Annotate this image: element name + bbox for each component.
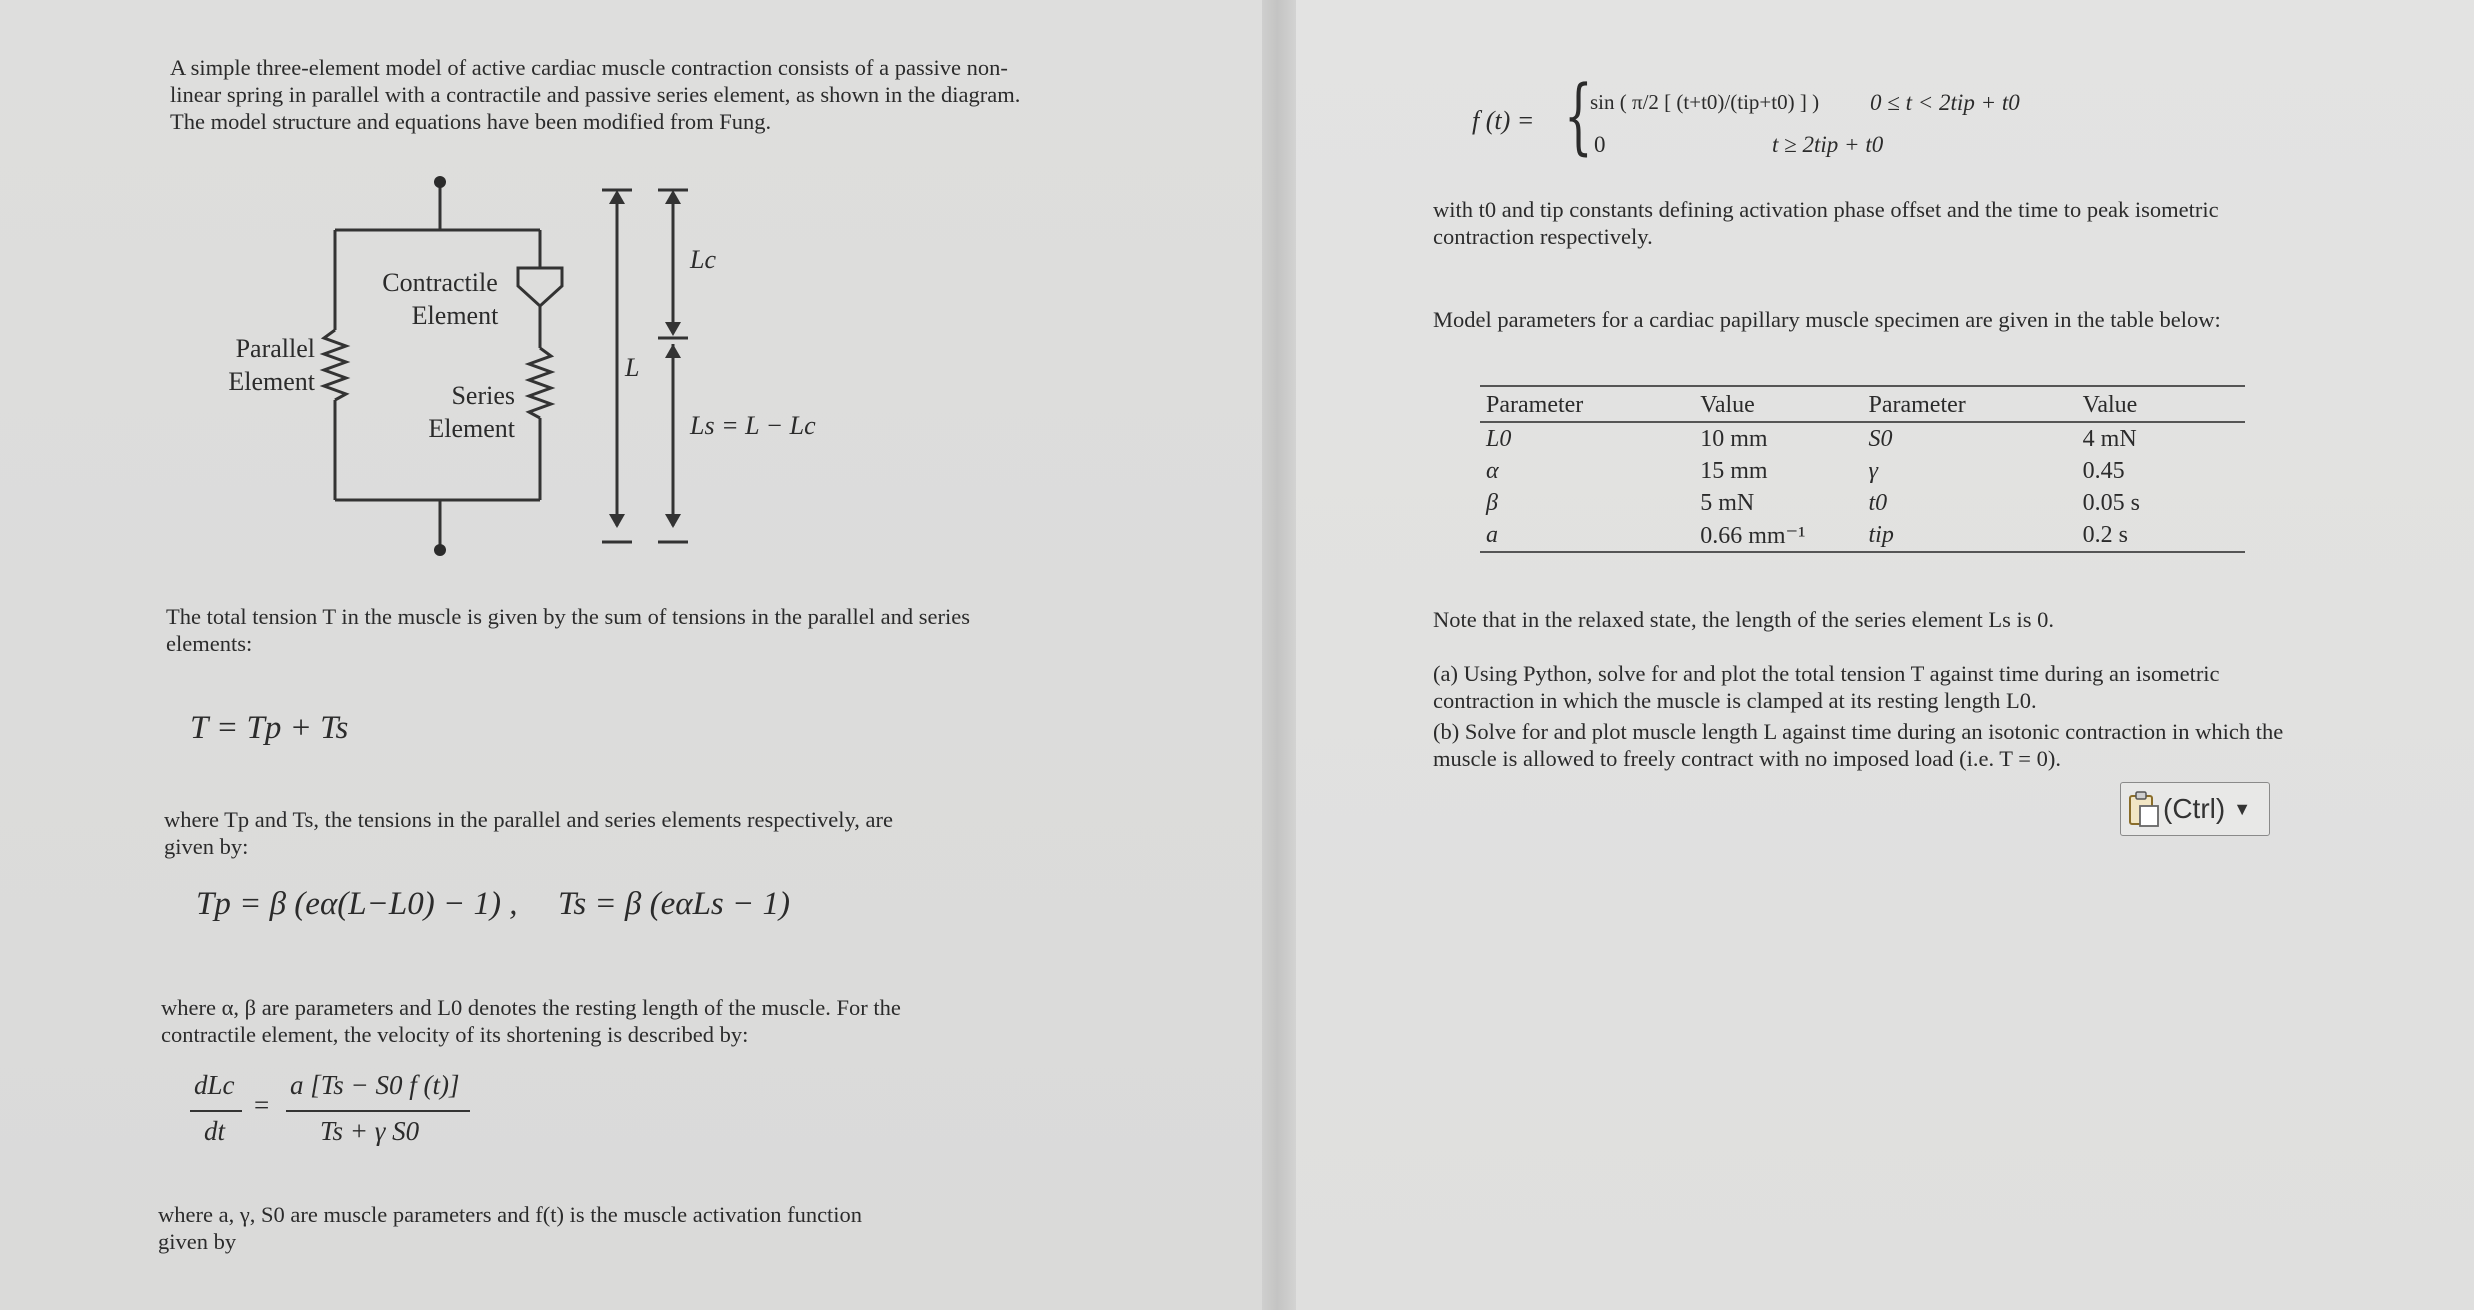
ls-label: Ls = L − Lc: [690, 411, 816, 440]
three-element-diagram: [200, 160, 900, 570]
equation-total-tension: T = Tp + Ts: [190, 710, 349, 746]
velocity-equation: [190, 1070, 490, 1160]
rhs-denominator: Ts + γ S0: [320, 1116, 420, 1146]
relaxed-note: Note that in the relaxed state, the length of the series element Ls is 0.: [1433, 607, 2055, 632]
case-2-expression: 0: [1594, 132, 1606, 157]
header-parameter-1: Parameter: [1480, 386, 1694, 422]
case-2-condition: t ≥ 2tip + t0: [1772, 132, 1884, 157]
case-1-condition: 0 ≤ t < 2tip + t0: [1870, 90, 2020, 115]
top-node: [434, 176, 446, 188]
header-value-1: Value: [1694, 386, 1862, 422]
intro-paragraph: A simple three-element model of active cardiac muscle contraction consists of a passive non- linear spring in parallel with a contractile and passive series element, as shown in the diagram. The model structure and equations have been modified from Fung.: [170, 55, 1021, 134]
lc-label: Lc: [690, 245, 716, 274]
rhs-fraction-bar: [286, 1110, 470, 1112]
constants-paragraph: with t0 and tip constants defining activation phase offset and the time to peak isometric contraction respectively.: [1433, 197, 2219, 249]
series-label-1: Series: [451, 381, 515, 410]
parallel-label-2: Element: [228, 367, 315, 396]
equals-sign: =: [254, 1090, 270, 1120]
case-1-expression: sin ( π/2 [ (t+t0)/(tip+t0) ] ): [1590, 90, 1820, 114]
equation-tp: Tp = β (eα(L−L0) − 1) ,: [196, 886, 518, 922]
parallel-spring: [324, 330, 346, 400]
activation-paragraph: where a, γ, S0 are muscle parameters and f(t) is the muscle activation function given by: [158, 1202, 863, 1254]
contractile-label-1: Contractile: [382, 268, 498, 297]
series-label-2: Element: [428, 414, 515, 443]
page-gutter: [1262, 0, 1296, 1310]
paste-button-label: (Ctrl): [2163, 793, 2226, 824]
parallel-label-1: Parallel: [235, 334, 315, 363]
chevron-down-icon: ▼: [2233, 798, 2252, 819]
cases-brace: {: [1564, 69, 1593, 164]
lhs-denominator: dt: [204, 1116, 226, 1146]
parameters-table: [1480, 385, 2245, 553]
header-parameter-2: Parameter: [1862, 386, 2076, 422]
activation-function-equation: [1472, 69, 2032, 184]
question-a: (a) Using Python, solve for and plot the total tension T against time during an isometric contraction in which the muscle is clamped at its resting length L0.: [1433, 661, 2220, 713]
table-row: β 5 mN t0 0.05 s: [1486, 489, 2141, 516]
table-header-row: [1480, 386, 2245, 422]
clipboard-icon: [2127, 790, 2161, 828]
f-of-t-lhs: f (t) =: [1472, 106, 1535, 135]
lhs-fraction-bar: [190, 1110, 242, 1112]
contractile-element-symbol: [518, 268, 562, 306]
bottom-node: [434, 544, 446, 556]
table-row: a 0.66 mm⁻¹ tip 0.2 s: [1480, 519, 2245, 552]
contractile-label-2: Element: [411, 301, 499, 330]
header-value-2: Value: [2077, 386, 2245, 422]
tensions-paragraph: where Tp and Ts, the tensions in the parallel and series elements respectively, are given by:: [164, 807, 894, 859]
lhs-numerator: dLc: [194, 1070, 235, 1100]
table-intro: Model parameters for a cardiac papillary muscle specimen are given in the table below:: [1433, 307, 2221, 332]
paste-options-button[interactable]: [2120, 782, 2270, 836]
table-row: L0 10 mm S0 4 mN: [1486, 425, 2137, 452]
series-spring: [529, 348, 551, 418]
equation-ts: Ts = β (eαLs − 1): [558, 886, 791, 922]
table-row: α 15 mm γ 0.45: [1486, 457, 2125, 484]
question-b: (b) Solve for and plot muscle length L against time during an isotonic contraction in which the muscle is allowed to freely contract with no imposed load (i.e. T = 0).: [1433, 719, 2284, 771]
length-label: L: [625, 353, 640, 382]
rhs-numerator: a [Ts − S0 f (t)]: [290, 1070, 460, 1100]
params-paragraph: where α, β are parameters and L0 denotes the resting length of the muscle. For the contractile element, the velocity of its shortening is described by:: [161, 995, 901, 1047]
total-tension-paragraph: The total tension T in the muscle is given by the sum of tensions in the parallel and series elements:: [166, 604, 971, 656]
